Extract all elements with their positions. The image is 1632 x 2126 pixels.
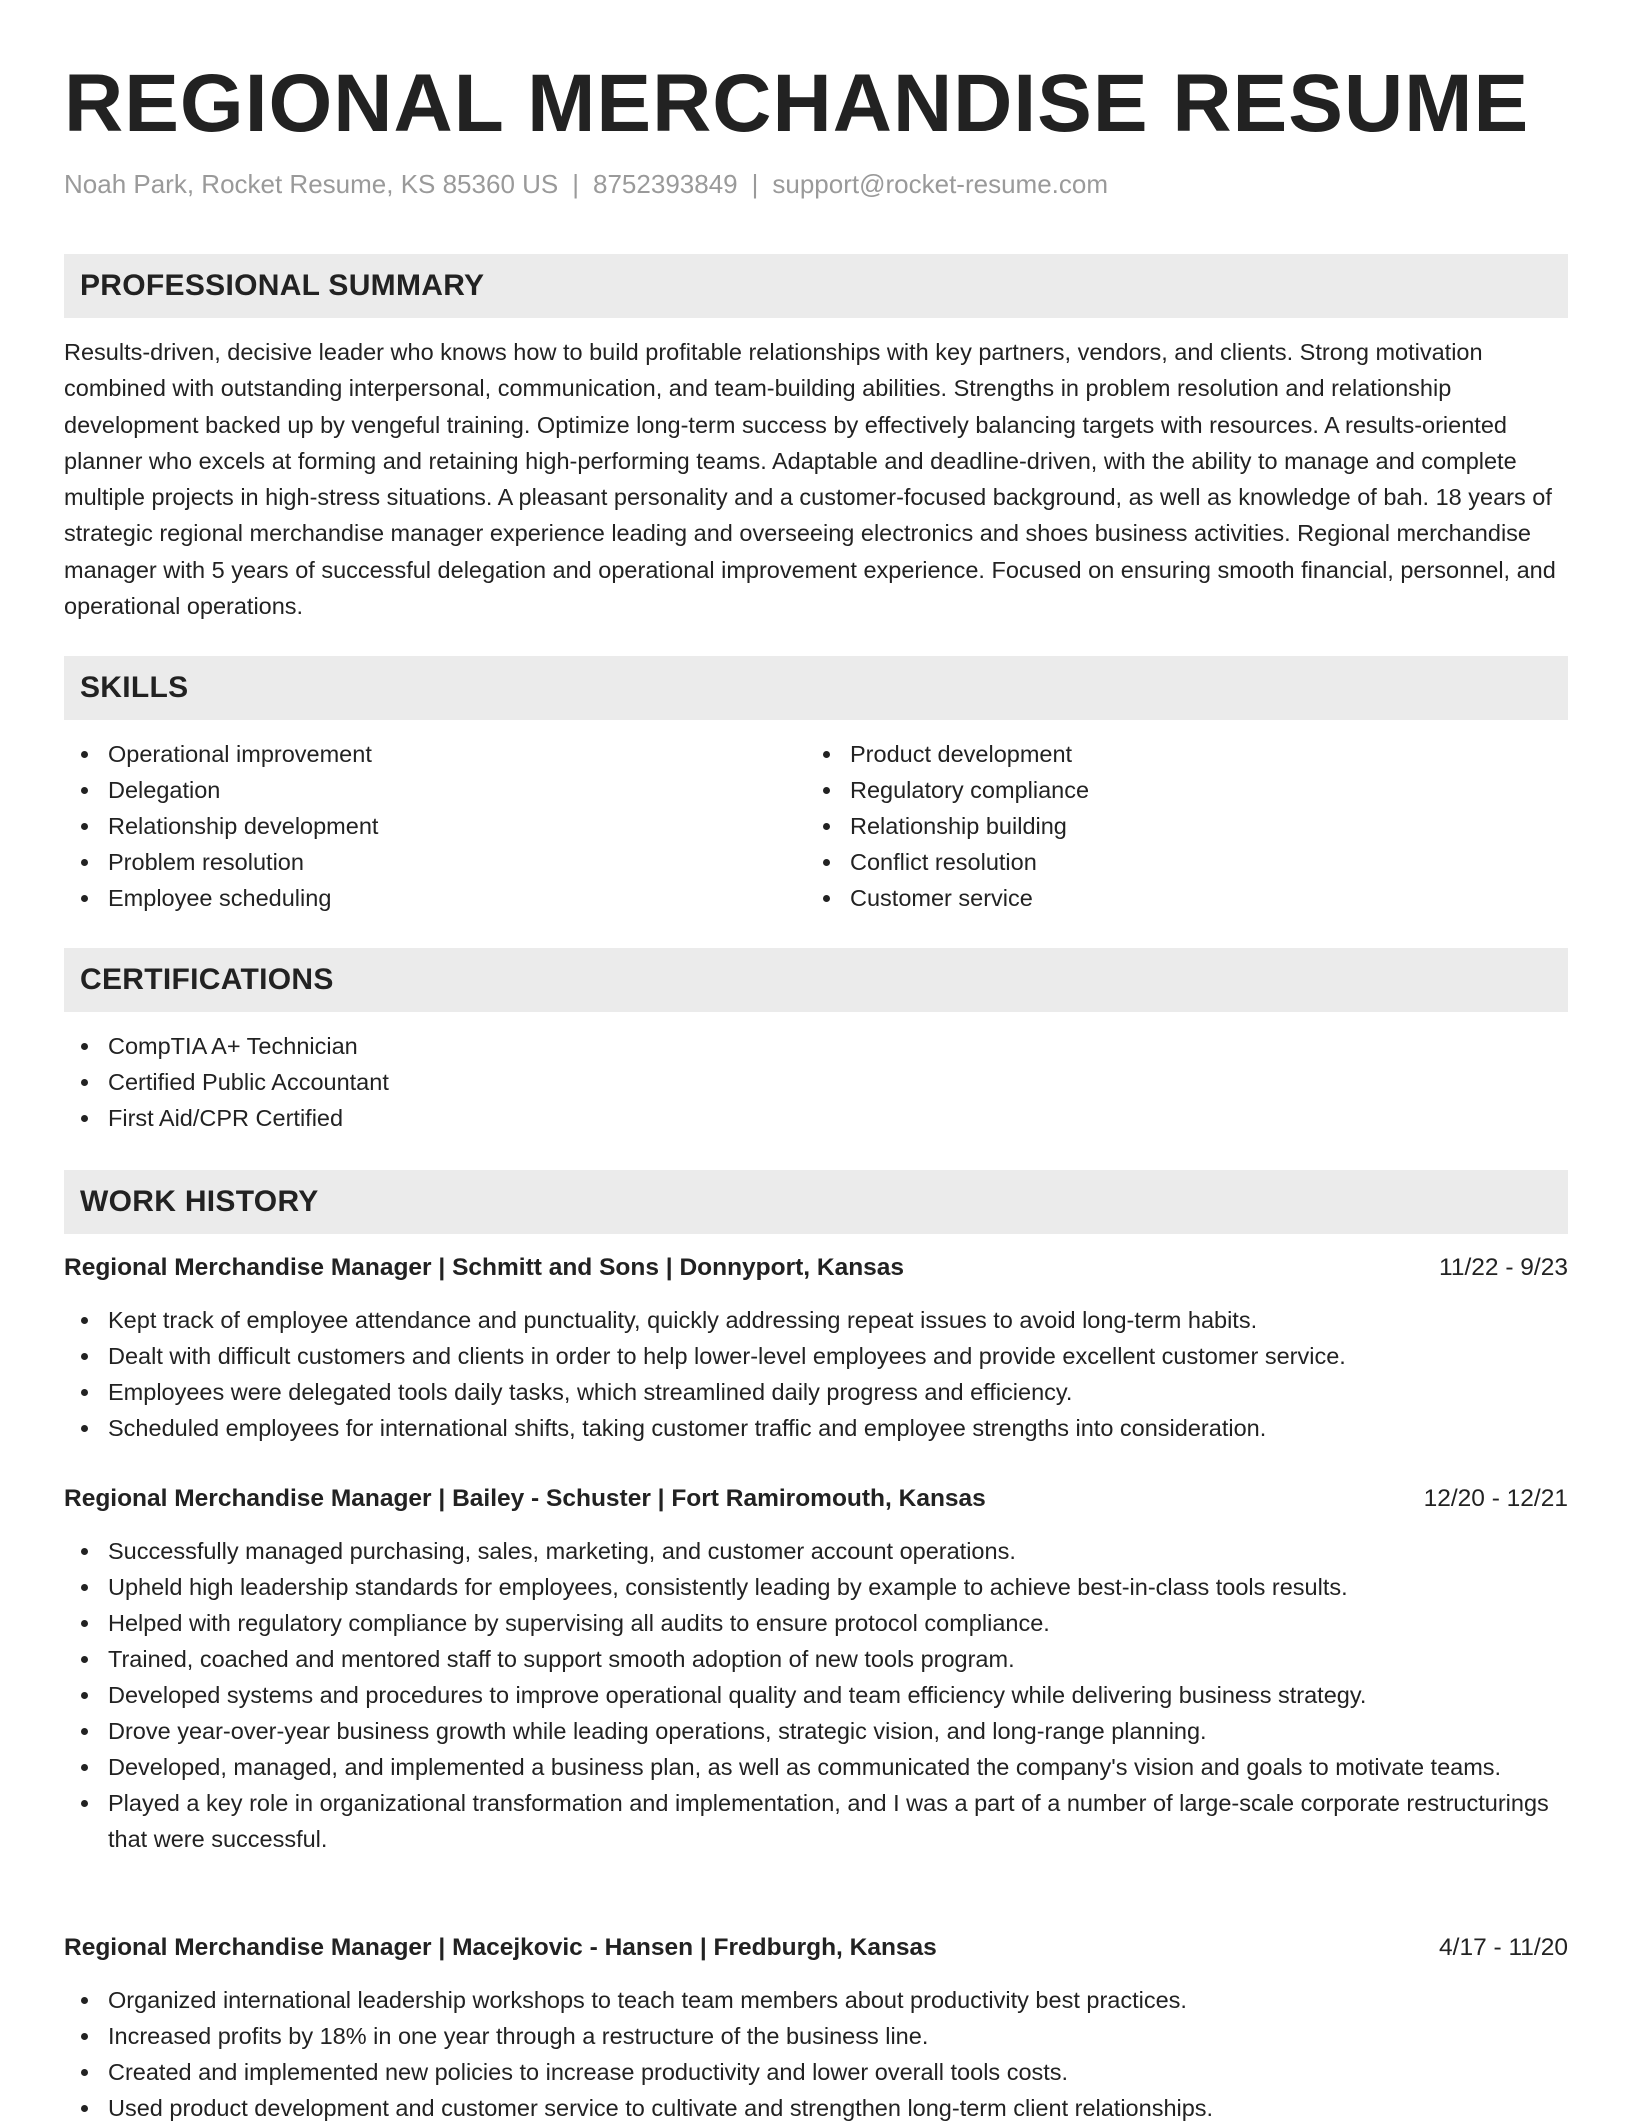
skill-item: Problem resolution xyxy=(64,844,806,880)
section-heading-work-history: WORK HISTORY xyxy=(64,1170,1568,1234)
job-bullet: Employees were delegated tools daily tasks, which streamlined daily progress and efficiency. xyxy=(64,1374,1568,1410)
job-title: Regional Merchandise Manager | Macejkovic - Hansen | Fredburgh, Kansas xyxy=(64,1934,937,1961)
job-bullet: Helped with regulatory compliance by supervising all audits to ensure protocol compliance. xyxy=(64,1605,1568,1641)
job-bullet: Developed, managed, and implemented a business plan, as well as communicated the company's vision and goals to motivate teams. xyxy=(64,1749,1568,1785)
skill-item: Employee scheduling xyxy=(64,880,806,916)
resume-title: REGIONAL MERCHANDISE RESUME xyxy=(64,58,1530,149)
job-bullet: Used product development and customer service to cultivate and strengthen long-term client relationships. xyxy=(64,2090,1568,2126)
skill-item: Delegation xyxy=(64,772,806,808)
job-title: Regional Merchandise Manager | Schmitt and Sons | Donnyport, Kansas xyxy=(64,1254,905,1281)
job-dates: 12/20 - 12/21 xyxy=(1423,1485,1568,1512)
job-bullet: Drove year-over-year business growth while leading operations, strategic vision, and long-range planning. xyxy=(64,1713,1568,1749)
job-bullet: Successfully managed purchasing, sales, marketing, and customer account operations. xyxy=(64,1533,1568,1569)
skill-item: Operational improvement xyxy=(64,736,806,772)
summary-section xyxy=(64,254,1568,624)
section-heading-summary: PROFESSIONAL SUMMARY xyxy=(64,254,1568,318)
job-bullets xyxy=(64,1302,1568,1446)
certifications-list xyxy=(64,1028,1568,1136)
job-bullet: Developed systems and procedures to improve operational quality and team efficiency while delivering business strategy. xyxy=(64,1677,1568,1713)
summary-text: Results-driven, decisive leader who knows how to build profitable relationships with key partners, vendors, and clients. Strong motivation combined with outstanding interpersonal, communication, and team-building abilities. Strengths in problem resolution and relationship development backed up by vengeful training. Optimize long-term success by effectively balancing targets with resources. A results-oriented planner who excels at forming and retaining high-performing teams. Adaptable and deadline-driven, with the ability to manage and complete multiple projects in high-stress situations. A pleasant personality and a customer-focused background, as well as knowledge of bah. 18 years of strategic regional merchandise manager experience leading and overseeing electronics and shoes business activities. Regional merchandise manager with 5 years of successful delegation and operational improvement experience. Focused on ensuring smooth financial, personnel, and operational operations. xyxy=(64,339,1556,620)
job-bullet: Scheduled employees for international shifts, taking customer traffic and employee strengths into consideration. xyxy=(64,1410,1568,1446)
job-title: Regional Merchandise Manager | Bailey - Schuster | Fort Ramiromouth, Kansas xyxy=(64,1485,986,1512)
job-entry xyxy=(64,1481,1568,1857)
job-dates: 4/17 - 11/20 xyxy=(1439,1934,1568,1961)
job-bullet: Increased profits by 18% in one year through a restructure of the business line. xyxy=(64,2018,1568,2054)
job-dates: 11/22 - 9/23 xyxy=(1439,1254,1568,1281)
job-bullets xyxy=(64,1982,1568,2126)
job-bullet: Organized international leadership workshops to teach team members about productivity best practices. xyxy=(64,1982,1568,2018)
job-bullet: Created and implemented new policies to increase productivity and lower overall tools costs. xyxy=(64,2054,1568,2090)
section-heading-certifications: CERTIFICATIONS xyxy=(64,948,1568,1012)
contact-email: support@rocket-resume.com xyxy=(772,169,1109,199)
skill-item: Relationship development xyxy=(64,808,806,844)
job-bullet: Dealt with difficult customers and clients in order to help lower-level employees and provide excellent customer service. xyxy=(64,1338,1568,1374)
job-bullet: Played a key role in organizational transformation and implementation, and I was a part of a number of large-scale corporate restructurings that were successful. xyxy=(64,1785,1568,1857)
certification-item: CompTIA A+ Technician xyxy=(64,1028,1568,1064)
skills-section xyxy=(64,656,1568,916)
skill-item: Product development xyxy=(806,736,1548,772)
skill-item: Relationship building xyxy=(806,808,1548,844)
skill-item: Customer service xyxy=(806,880,1548,916)
job-header xyxy=(64,1930,1568,1966)
job-entry xyxy=(64,1250,1568,1446)
contact-address: Noah Park, Rocket Resume, KS 85360 US xyxy=(64,169,559,199)
contact-separator: | xyxy=(572,169,580,199)
skill-item: Conflict resolution xyxy=(806,844,1548,880)
job-bullets xyxy=(64,1533,1568,1857)
work-history-section xyxy=(64,1170,1568,1234)
skills-list-left xyxy=(64,736,806,916)
job-bullet: Trained, coached and mentored staff to support smooth adoption of new tools program. xyxy=(64,1641,1568,1677)
skill-item: Regulatory compliance xyxy=(806,772,1548,808)
contact-phone: 8752393849 xyxy=(593,169,738,199)
contact-line xyxy=(64,166,1108,202)
certification-item: Certified Public Accountant xyxy=(64,1064,1568,1100)
job-bullet: Upheld high leadership standards for employees, consistently leading by example to achieve best-in-class tools results. xyxy=(64,1569,1568,1605)
certifications-section xyxy=(64,948,1568,1136)
job-header xyxy=(64,1250,1568,1286)
job-header xyxy=(64,1481,1568,1517)
section-heading-skills: SKILLS xyxy=(64,656,1568,720)
certification-item: First Aid/CPR Certified xyxy=(64,1100,1568,1136)
skills-list-right xyxy=(806,736,1548,916)
job-bullet: Kept track of employee attendance and punctuality, quickly addressing repeat issues to avoid long-term habits. xyxy=(64,1302,1568,1338)
skills-columns xyxy=(64,736,1568,916)
job-entry xyxy=(64,1930,1568,2126)
contact-separator: | xyxy=(751,169,759,199)
